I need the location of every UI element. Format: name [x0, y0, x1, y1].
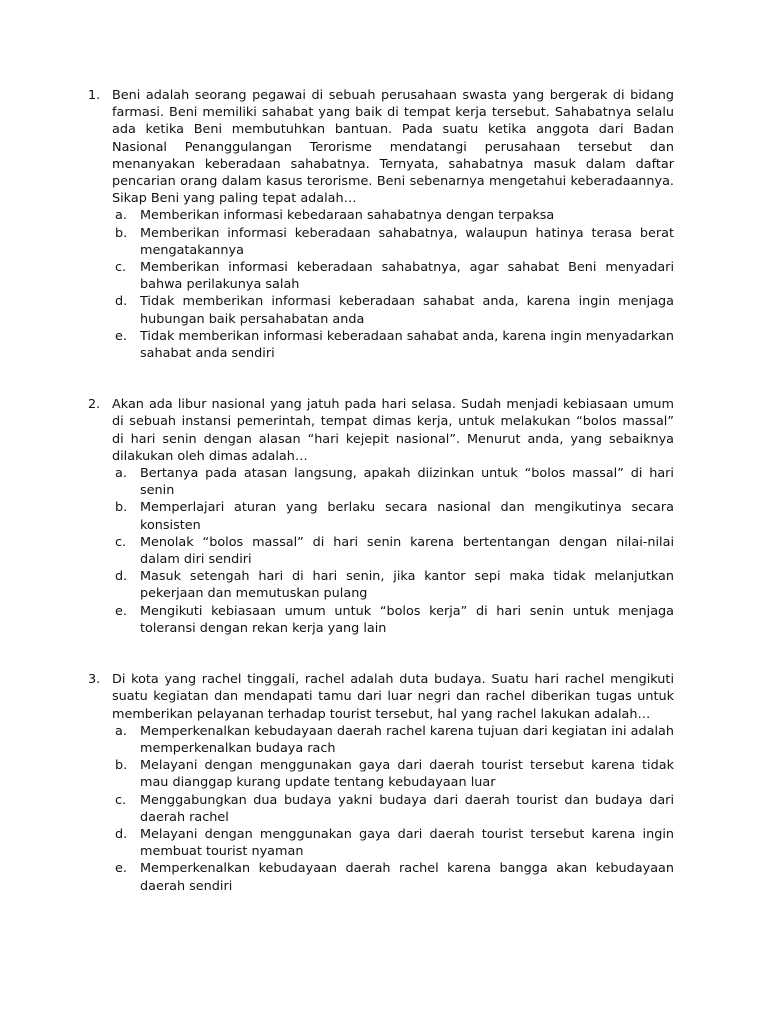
question-2: [88, 396, 674, 637]
option-letter: a.: [115, 466, 127, 482]
option-text: Memberikan informasi kebedaraan sahabatnya dengan terpaksa: [140, 208, 555, 224]
option-text: Masuk setengah hari di hari senin, jika kantor sepi maka tidak melanjutkan pekerjaan dan memutuskan pulang: [140, 569, 674, 602]
option-letter: c.: [115, 792, 127, 808]
option-text: Tidak memberikan informasi keberadaan sahabat anda, karena ingin menyadarkan sahabat anda sendiri: [140, 328, 675, 362]
question-text: Di kota yang rachel tinggali, rachel adalah duta budaya. Suatu hari rachel mengikuti suatu kegiatan dan mendapati tamu dari luar negri dan rachel diberikan tugas untuk memberikan pelayanan terhadap tourist tersebut, hal yang rachel lakukan adalah…: [112, 672, 674, 722]
option-c: [112, 259, 674, 293]
option-list: [112, 465, 674, 637]
option-a: [112, 723, 674, 757]
option-d: [112, 826, 674, 860]
option-text: Memperkenalkan kebudayaan daerah rachel karena tujuan dari kegiatan ini adalah memperkenalkan budaya rach: [140, 723, 674, 756]
option-text: Memberikan informasi keberadaan sahabatnya, walaupun hatinya terasa berat mengatakannya: [140, 225, 674, 258]
question-1: [88, 87, 674, 362]
option-b: [112, 499, 674, 533]
option-text: Memperlajari aturan yang berlaku secara nasional dan mengikutinya secara konsisten: [140, 500, 674, 533]
option-letter: e.: [115, 328, 127, 344]
option-list: [112, 207, 674, 362]
option-letter: b.: [115, 758, 128, 774]
option-c: [112, 534, 674, 568]
option-letter: d.: [115, 569, 128, 585]
option-text: Menggabungkan dua budaya yakni budaya dari daerah tourist dan budaya dari daerah rachel: [140, 792, 674, 825]
option-list: [112, 723, 674, 895]
question-text: Akan ada libur nasional yang jatuh pada hari selasa. Sudah menjadi kebiasaan umum di sebuah instansi pemerintah, tempat dimas kerja, untuk melakukan “bolos massal” di hari senin dengan alasan “hari kejepit nasional”. Menurut anda, yang sebaiknya dilakukan oleh dimas adalah…: [112, 397, 674, 464]
option-text: Memberikan informasi keberadaan sahabatnya, agar sahabat Beni menyadari bahwa perilakunya salah: [140, 260, 674, 293]
option-text: Mengikuti kebiasaan umum untuk “bolos kerja” di hari senin untuk menjaga toleransi dengan rekan kerja yang lain: [140, 603, 674, 636]
option-e: [112, 603, 674, 637]
option-b: [112, 225, 674, 259]
question-number: 3.: [88, 672, 101, 688]
option-letter: d.: [115, 294, 128, 310]
option-letter: a.: [115, 208, 127, 224]
question-number: 2.: [88, 397, 101, 413]
option-letter: c.: [115, 260, 127, 276]
question-number: 1.: [88, 88, 101, 103]
question-3: [88, 671, 674, 895]
option-d: [112, 293, 674, 327]
option-text: Melayani dengan menggunakan gaya dari daerah tourist tersebut karena ingin membuat tourist nyaman: [140, 826, 674, 860]
option-a: [112, 207, 674, 224]
option-text: Menolak “bolos massal” di hari senin karena bertentangan dengan nilai-nilai dalam diri sendiri: [140, 534, 674, 568]
option-letter: b.: [115, 225, 128, 241]
option-letter: e.: [115, 861, 127, 877]
option-text: Melayani dengan menggunakan gaya dari daerah tourist tersebut karena tidak mau dianggap kurang update tentang kebudayaan luar: [140, 758, 674, 791]
option-letter: a.: [115, 723, 127, 739]
option-a: [112, 465, 674, 499]
option-letter: b.: [115, 500, 128, 516]
option-c: [112, 792, 674, 826]
option-letter: c.: [115, 534, 127, 550]
option-letter: d.: [115, 826, 128, 842]
option-e: [112, 860, 674, 894]
option-b: [112, 757, 674, 791]
option-e: [112, 328, 674, 362]
option-text: Bertanya pada atasan langsung, apakah diizinkan untuk “bolos massal” di hari senin: [140, 466, 674, 499]
question-text: Beni adalah seorang pegawai di sebuah perusahaan swasta yang bergerak di bidang farmasi. Beni memiliki sahabat yang baik di tempat kerja tersebut. Sahabatnya selalu ada ketika Beni membutuhkan bantuan. Pada suatu ketika anggota dari Badan Nasional Penanggulangan Terorisme mendatangi perusahaan tersebut dan menanyakan keberadaan sahabatnya. Ternyata, sahabatnya masuk dalam daftar pencarian orang dalam kasus terorisme. Beni sebenarnya mengetahui keberadaannya. Sikap Beni yang paling tepat adalah…: [112, 88, 674, 207]
option-text: Tidak memberikan informasi keberadaan sahabat anda, karena ingin menjaga hubungan baik persahabatan anda: [140, 294, 674, 327]
option-d: [112, 568, 674, 602]
option-text: Memperkenalkan kebudayaan daerah rachel karena bangga akan kebudayaan daerah sendiri: [140, 861, 674, 894]
option-letter: e.: [115, 603, 127, 619]
